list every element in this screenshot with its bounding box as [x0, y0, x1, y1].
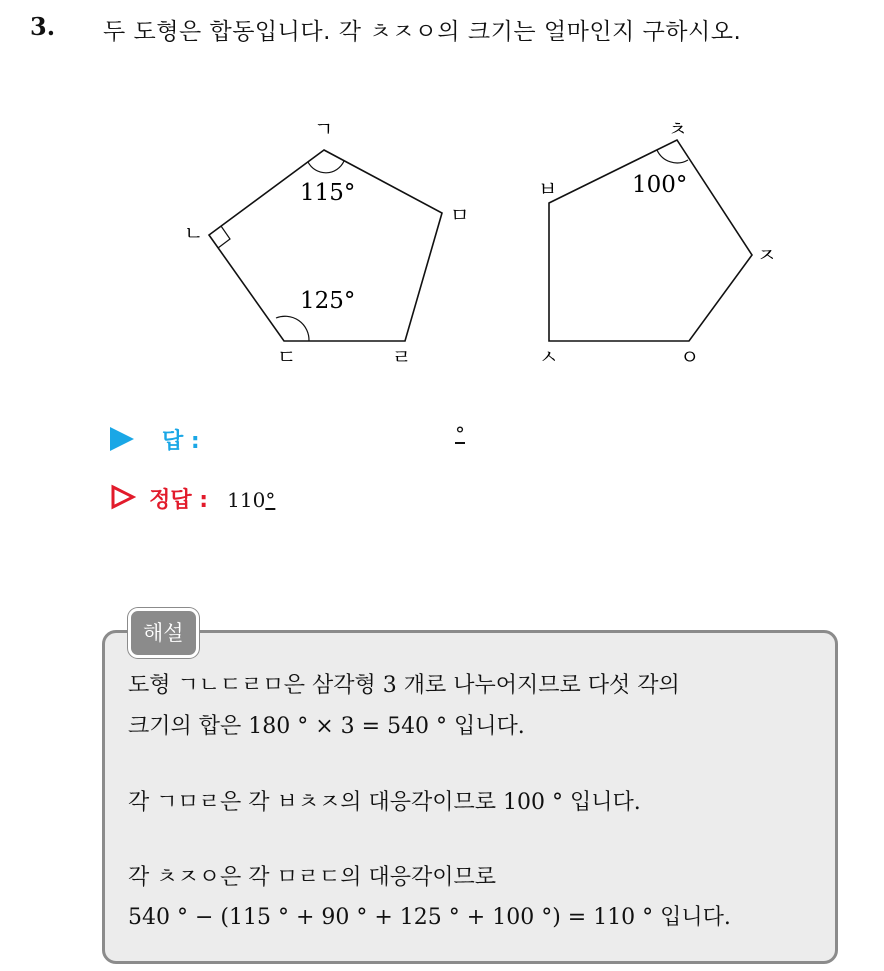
correct-answer-row: [110, 483, 275, 514]
explanation-line-2: 크기의 합은 180 ° × 3 = 540 ° 입니다.: [128, 714, 525, 739]
vertex-label-jieut: ㅈ: [757, 243, 777, 267]
explanation-line-4: 각 ㅊㅈㅇ은 각 ㅁㄹㄷ의 대응각이므로: [128, 865, 497, 890]
angle-label-115: 115°: [300, 180, 356, 206]
explanation-line-5: 540 ° − (115 ° + 90 ° + 125 ° + 100 °) = 110 ° 입니다.: [128, 905, 731, 930]
angle-label-125: 125°: [300, 288, 356, 314]
explanation-line-1: 도형 ㄱㄴㄷㄹㅁ은 삼각형 3 개로 나누어지므로 다섯 각의: [128, 673, 680, 698]
vertex-label-siot: ㅅ: [539, 345, 559, 369]
vertex-label-chieut: ㅊ: [668, 117, 688, 141]
right-pentagon: [549, 140, 752, 341]
correct-answer-label: 정답 :: [149, 488, 209, 513]
explanation-tab: 해설: [128, 608, 199, 658]
congruent-pentagons-figure: [0, 0, 884, 400]
outline-play-marker-icon: [110, 484, 136, 510]
angle-label-100: 100°: [632, 172, 688, 198]
vertex-label-mieum: ㅁ: [450, 203, 470, 227]
vertex-label-giyeok: ㄱ: [314, 117, 334, 141]
question-number: 3.: [30, 12, 56, 41]
vertex-label-digeut: ㄷ: [277, 345, 297, 369]
question-text: 두 도형은 합동입니다. 각 ㅊㅈㅇ의 크기는 얼마인지 구하시오.: [103, 19, 742, 45]
vertex-label-nieun: ㄴ: [184, 221, 204, 245]
vertex-label-ieung: ㅇ: [680, 345, 700, 369]
play-marker-icon: [110, 427, 134, 451]
right-angle-mark: [218, 226, 230, 248]
angle-arc-top-left: [308, 161, 344, 173]
explanation-line-3: 각 ㄱㅁㄹ은 각 ㅂㅊㅈ의 대응각이므로 100 ° 입니다.: [128, 790, 641, 815]
answer-unit: °: [455, 422, 465, 446]
correct-answer-value: 110°: [227, 488, 276, 512]
vertex-label-rieul: ㄹ: [392, 345, 412, 369]
answer-row: [110, 422, 465, 455]
angle-arc-top-right: [657, 150, 688, 163]
vertex-label-bieup: ㅂ: [538, 177, 558, 201]
answer-label: 답 :: [162, 429, 200, 454]
